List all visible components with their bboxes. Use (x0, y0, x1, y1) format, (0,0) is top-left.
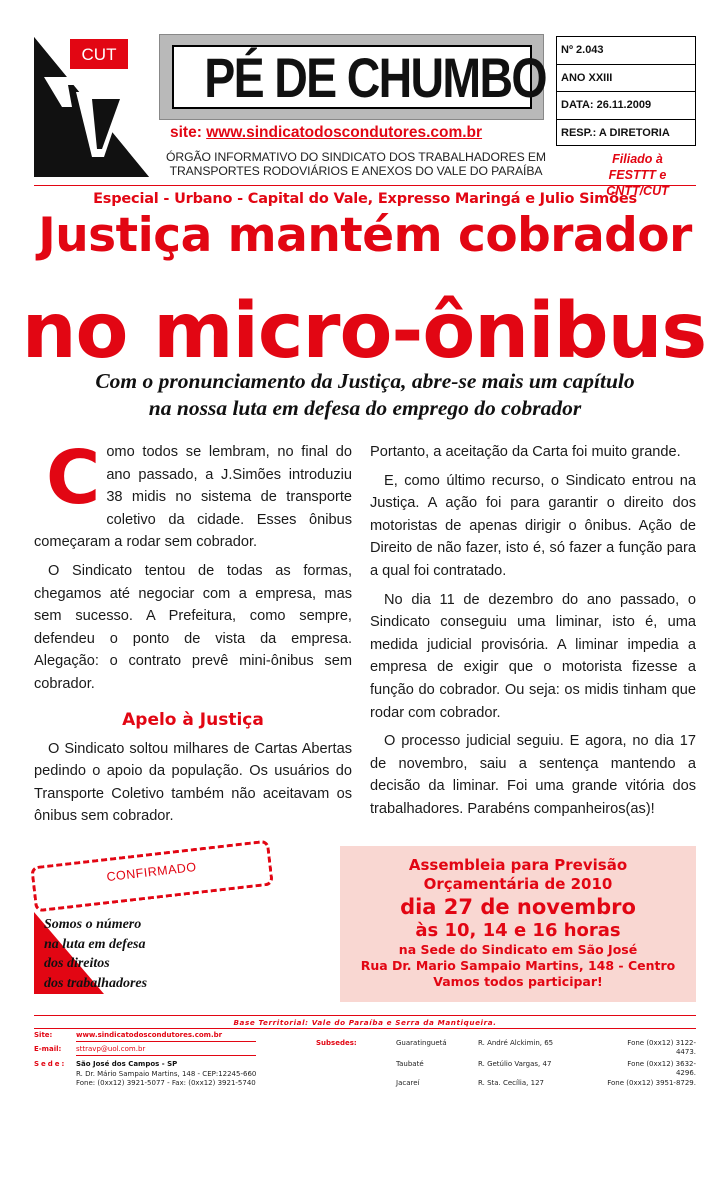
subsede-address: R. Sta. Cecília, 127 (478, 1079, 544, 1087)
issue-number: Nº 2.043 (557, 37, 695, 65)
kicker: Especial - Urbano - Capital do Vale, Expresso Maringá e Julio Simões (93, 191, 637, 207)
stamp-text: CONFIRMADO (105, 859, 198, 885)
assembly-title-2: Orçamentária de 2010 (423, 875, 613, 893)
subsede-city: Jacareí (396, 1079, 420, 1087)
issue-responsible: RESP.: A DIRETORIA (561, 126, 670, 139)
assembly-title-1: Assembleia para Previsão (408, 856, 628, 874)
footer-divider (34, 1015, 696, 1016)
assembly-date: dia 27 de novembro (400, 895, 636, 919)
assembly-place: na Sede do Sindicato em São José (398, 942, 638, 957)
issue-year: ANO XXIII (557, 65, 695, 93)
article-paragraph (34, 435, 352, 554)
footer-sede-address: R. Dr. Mário Sampaio Martins, 148 - CEP:12245-660 (76, 1070, 257, 1078)
issue-info-box (556, 36, 696, 146)
footer-email-underline (76, 1055, 256, 1056)
assembly-notice (340, 846, 696, 1002)
subsede-phone: Fone (0xx12) 3951-8729. (607, 1079, 696, 1087)
slogan-line-4: dos trabalhadores (44, 975, 148, 991)
slogan-line-2: na luta em defesa (44, 936, 146, 952)
org-line-1: ÓRGÃO INFORMATIVO DO SINDICATO DOS TRABALHADORES EM (166, 150, 546, 164)
headline-line-2: no micro-ônibus (21, 287, 707, 376)
newspaper-title: PÉ DE CHUMBO (204, 46, 546, 109)
deck (20, 368, 710, 422)
site-link[interactable]: www.sindicatodoscondutores.com.br (206, 124, 483, 141)
article-paragraph: Portanto, a aceitação da Carta foi muito grande. (370, 444, 681, 460)
deck-line-1: Com o pronunciamento da Justiça, abre-se mais um capítulo (95, 369, 635, 393)
subsede-city: Guaratinguetá (396, 1039, 447, 1047)
site-line (170, 124, 540, 142)
base-territorial: Base Territorial: Vale do Paraíba e Serra da Mantiqueira. (233, 1018, 497, 1027)
footer-site-underline (76, 1041, 256, 1042)
headline-line-1: Justiça mantém cobrador (38, 208, 692, 263)
subsede-phone: Fone (0xx12) 3632- (627, 1060, 696, 1068)
paragraph-text: omo todos se lembram, no final do ano passado, a J.Simões introduziu 38 midis no sistema de transporte coletivo da cidade. Esses ônibus começaram a rodar sem cobrador. (34, 444, 352, 551)
deck-line-2: na nossa luta em defesa do emprego do cobrador (148, 396, 582, 420)
footer-sede-label: Sede: (34, 1060, 67, 1068)
organization-description (156, 150, 556, 178)
slogan-line-1: Somos o número (44, 917, 142, 932)
footer-email-link[interactable]: sttravp@uol.com.br (76, 1045, 146, 1053)
article-paragraph: O Sindicato soltou milhares de Cartas Abertas pedindo o apoio da população. Os usuários do Transporte Coletivo também não aceitavam os ônibus sem cobrador. (34, 740, 352, 825)
issue-date: DATA: 26.11.2009 (557, 92, 695, 120)
footer-email-label: E-mail: (34, 1045, 62, 1053)
subsede-city: Taubaté (396, 1060, 424, 1068)
footer-sede-phone: Fone: (0xx12) 3921-5077 - Fax: (0xx12) 3921-5740 (76, 1079, 256, 1087)
article-paragraph: O Sindicato tentou de todas as formas, chegamos até negociar com a empresa, mas sem sucesso. A Prefeitura, como sempre, defendeu o ponto de vista da empresa. Alegação: o contrato prevê mini-ônibus sem cobrador. (34, 562, 352, 692)
article-column-right (370, 441, 696, 827)
subsede-address: R. Getúlio Vargas, 47 (478, 1060, 552, 1068)
confirmed-stamp (30, 840, 274, 913)
footer-divider-2 (34, 1028, 696, 1029)
subheading: Apelo à Justiça (122, 709, 264, 730)
footer-site-link[interactable]: www.sindicatodoscondutores.com.br (76, 1031, 223, 1039)
logo-text: CUT (81, 45, 117, 64)
article-paragraph: No dia 11 de dezembro do ano passado, o Sindicato conseguiu uma liminar, isto é, uma medida judicial provisória. A liminar impedia a empresa de exigir que o motorista fizesse a função do cobrador. Ou seja: os midis tinham que rodar com cobrador. (370, 591, 696, 721)
article-paragraph: E, como último recurso, o Sindicato entrou na Justiça. A ação foi para garantir o direito dos motoristas de apenas dirigir o ônibus. Ação de Direito de não fazer, isto é, só fazer a função para a qual foi contratado. (370, 472, 696, 579)
slogan-line-3: dos direitos (44, 956, 110, 971)
affiliation-line-2: FESTTT e CNTT/CUT (606, 168, 669, 198)
masthead-frame (172, 45, 546, 109)
subsede-address: R. André Alckimin, 65 (478, 1039, 554, 1047)
subsede-phone-cont: 4473. (675, 1048, 696, 1056)
org-line-2: TRANSPORTES RODOVIÁRIOS E ANEXOS DO VALE DO PARAÍBA (169, 164, 543, 178)
subsede-phone: Fone (0xx12) 3122- (627, 1039, 696, 1047)
site-label: site: (170, 124, 202, 141)
footer-site-label: Site: (34, 1031, 53, 1039)
masthead (159, 34, 544, 120)
assembly-call: Vamos todos participar! (433, 974, 603, 989)
header-divider (34, 185, 696, 186)
footer-subsedes-label: Subsedes: (316, 1039, 357, 1047)
affiliation-line-1: Filiado à (612, 152, 663, 166)
assembly-times: às 10, 14 e 16 horas (415, 920, 621, 941)
slogan (44, 915, 194, 993)
article-paragraph: O processo judicial seguiu. E agora, no dia 17 de novembro, saiu a sentença mantendo a decisão da liminar. Foi uma grande vitória dos trabalhadores. Parabéns companheiros(as)! (370, 733, 696, 817)
drop-cap: C (46, 435, 101, 521)
assembly-address: Rua Dr. Mario Sampaio Martins, 148 - Centro (360, 958, 676, 973)
footer-sede-city: São José dos Campos - SP (76, 1060, 178, 1068)
subsede-phone-cont: 4296. (675, 1069, 696, 1077)
article-column-left (34, 435, 352, 834)
